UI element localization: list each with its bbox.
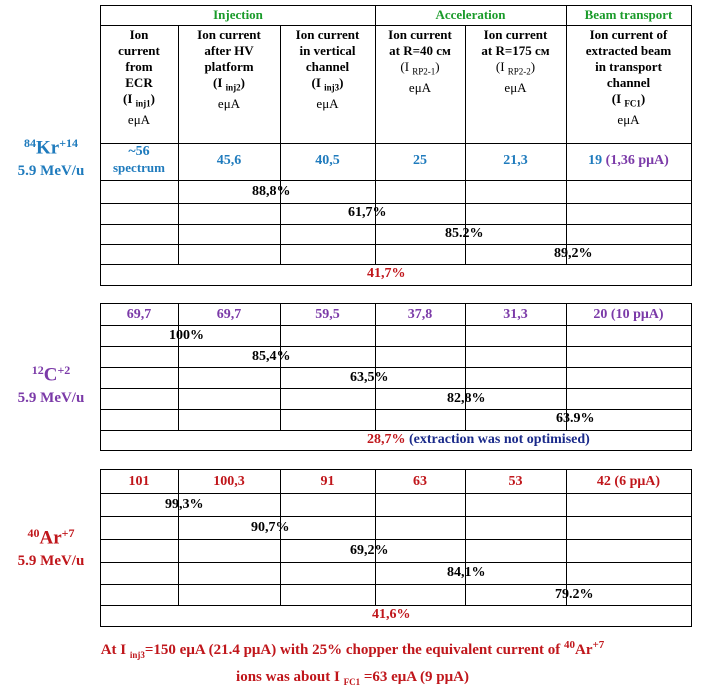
col-header-ion-current-vertical: Ion current in vertical channel (I $_{inj3}$) eμA: [295, 27, 360, 111]
c-efficiency-2: 85,4%: [252, 349, 291, 364]
kr-value-ecr: ~56 spectrum: [113, 144, 165, 175]
kr-efficiency-3: 85.2%: [445, 226, 484, 241]
kr-efficiency-4: 89,2%: [554, 246, 593, 261]
kr-total-efficiency: 41,7%: [367, 266, 406, 281]
c-efficiency-4: 82,8%: [447, 391, 486, 406]
ar-efficiency-1: 99,3%: [165, 497, 204, 512]
c-efficiency-1: 100%: [169, 328, 204, 343]
ar-value-r175: 53: [508, 474, 523, 489]
col-header-ion-current-r175: Ion current at R=175 см (I $_{RP2-2}$) eμA: [481, 27, 550, 95]
ar-efficiency-5: 79.2%: [555, 587, 594, 602]
kr-value-r40: 25: [413, 153, 427, 168]
ar-value-ecr: 101: [128, 474, 150, 489]
c-value-vertical: 59,5: [315, 307, 340, 322]
ar-value-extracted: 42 (6 pμA): [596, 474, 661, 489]
col-header-ion-current-r40: Ion current at R=40 см (I $_{RP2-1}$) eμA: [388, 27, 452, 95]
c-value-r40: 37,8: [407, 307, 433, 322]
ion-label-ar: $^{40}Ar^{+7}$ 5.9 MeV/u: [17, 526, 85, 570]
c-value-r175: 31,3: [503, 307, 528, 322]
group-injection-header: Injection: [213, 7, 263, 22]
kr-value-hv: 45,6: [216, 153, 242, 168]
col-header-ion-current-extracted: Ion current of extracted beam in transport channel (I $_{FC1}$) eμA: [585, 27, 672, 127]
c-efficiency-3: 63,5%: [350, 370, 389, 385]
kr-value-vertical: 40,5: [315, 153, 340, 168]
col-header-ion-current-ecr: Ion current from ECR (I $_{inj1}$) eμA: [118, 27, 160, 127]
footnote-line-2: ions was about I $_{FC1}$ =63 eμA (9 pμA): [236, 669, 469, 687]
ar-value-r40: 63: [413, 474, 427, 489]
ar-efficiency-2: 90,7%: [251, 520, 290, 535]
footnote-line-1: At I $_{inj3}$=150 eμA (21.4 pμA) with 25% chopper the equivalent current of $^{40}Ar^{+7}$: [100, 639, 605, 660]
kr-efficiency-1: 88,8%: [252, 184, 291, 199]
ar-total-efficiency: 41,6%: [372, 607, 411, 622]
c-total-efficiency: 28,7% (extraction was not optimised): [367, 432, 590, 447]
col-header-ion-current-hv: Ion current after HV platform (I $_{inj2}$) eμA: [197, 27, 261, 111]
c-value-ecr: 69,7: [126, 307, 152, 322]
ar-efficiency-4: 84,1%: [447, 565, 486, 580]
kr-value-extracted: 19 (1,36 pμA): [588, 153, 669, 168]
ion-label-kr: $^{84}Kr^{+14}$ 5.9 MeV/u: [17, 136, 85, 180]
footnote: [0, 634, 705, 693]
ar-value-hv: 100,3: [213, 474, 245, 489]
ar-value-vertical: 91: [320, 474, 335, 489]
kr-efficiency-2: 61,7%: [348, 205, 387, 220]
group-beam-transport-header: Beam transport: [584, 7, 673, 22]
kr-value-r175: 21,3: [503, 153, 528, 168]
ar-efficiency-3: 69,2%: [350, 543, 389, 558]
group-acceleration-header: Acceleration: [435, 7, 506, 22]
ion-label-c: $^{12}C^{+2}$ 5.9 MeV/u: [17, 363, 85, 407]
c-value-extracted: 20 (10 pμA): [593, 307, 664, 322]
c-value-hv: 69,7: [216, 307, 242, 322]
c-efficiency-5: 63.9%: [556, 411, 595, 426]
